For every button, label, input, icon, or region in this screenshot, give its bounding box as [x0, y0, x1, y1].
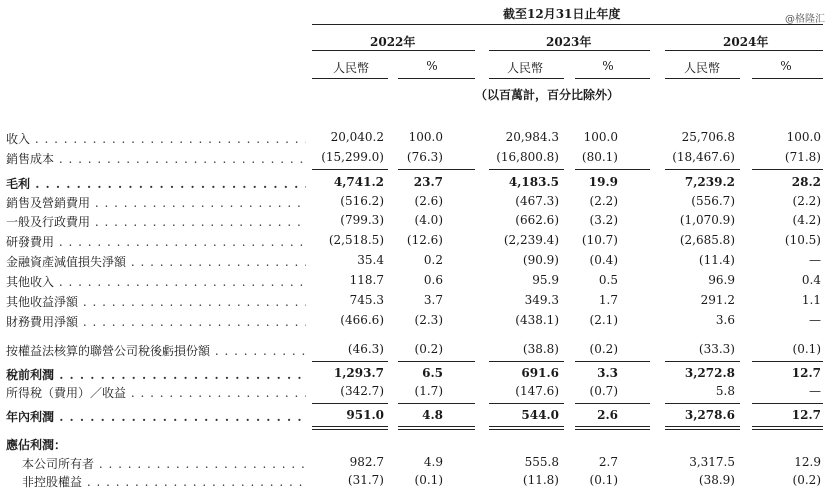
cell: 4.9 — [423, 455, 443, 469]
cell: 7,239.2 — [684, 175, 735, 189]
cell: (11.8) — [522, 473, 559, 487]
row-owners — [0, 453, 831, 473]
row-cost-of-sales — [0, 148, 831, 168]
cell: 100.0 — [583, 130, 618, 144]
cell: (0.2) — [589, 342, 618, 356]
row-rnd-expenses — [0, 231, 831, 251]
cell: (10.5) — [784, 233, 821, 247]
total-double-line — [665, 426, 740, 427]
cell: 544.0 — [521, 408, 559, 422]
cell: (2.3) — [414, 313, 443, 327]
row-admin-expenses — [0, 211, 831, 231]
colhead-line-2023a — [489, 78, 564, 79]
subtotal-line — [665, 361, 740, 362]
cell: (2.1) — [589, 313, 618, 327]
cell: (799.3) — [340, 213, 384, 227]
cell: (662.6) — [515, 213, 559, 227]
cell: (467.3) — [515, 194, 559, 208]
cell: 118.7 — [349, 273, 384, 287]
cell: (16,800.8) — [496, 150, 559, 164]
cell: 3,278.6 — [684, 408, 735, 422]
year-2023-underline — [489, 50, 650, 51]
cell: 0.2 — [423, 253, 443, 267]
period-header: 截至12月31日止年度 — [503, 7, 621, 21]
row-label: 財務費用淨額 . . . — [6, 313, 306, 330]
subtotal-line — [398, 361, 475, 362]
cell: (46.3) — [347, 342, 384, 356]
cell: 100.0 — [408, 130, 443, 144]
cell: 1.7 — [598, 293, 618, 307]
subtotal-line — [489, 361, 564, 362]
row-associates-share — [0, 340, 831, 360]
cell: 0.6 — [423, 273, 443, 287]
cell: (71.8) — [784, 150, 821, 164]
period-underline — [312, 24, 823, 25]
cell: 12.9 — [794, 455, 821, 469]
cell: 96.9 — [708, 273, 735, 287]
colhead-line-2022b — [398, 78, 475, 79]
cell: (342.7) — [340, 384, 384, 398]
cell: 3.3 — [597, 366, 618, 380]
watermark: @格隆汇 — [785, 14, 825, 25]
col-2023-rmb: 人民幣 — [506, 61, 543, 75]
cell: 12.7 — [791, 408, 821, 422]
cell: (2,685.8) — [679, 233, 735, 247]
col-2022-pct: % — [426, 59, 438, 73]
row-impairment-losses — [0, 251, 831, 271]
subtotal-line — [752, 403, 823, 404]
colhead-line-2022a — [312, 78, 388, 79]
row-label: 其他收益淨額 . . . — [6, 293, 306, 310]
row-profit-for-year — [0, 406, 831, 426]
total-double-line — [665, 429, 740, 430]
cell: 0.5 — [598, 273, 618, 287]
row-label: 收入 . . . — [6, 130, 306, 147]
cell: 23.7 — [413, 175, 443, 189]
total-double-line — [752, 429, 823, 430]
unit-note: （以百萬計，百分比除外） — [475, 88, 620, 102]
cell: (466.6) — [340, 313, 384, 327]
col-2024-rmb: 人民幣 — [683, 61, 720, 75]
cell: 555.8 — [524, 455, 559, 469]
cell: (4.2) — [792, 213, 821, 227]
col-2023-pct: % — [602, 59, 614, 73]
total-double-line — [312, 426, 388, 427]
row-label: 銷售及營銷費用 . . . — [6, 194, 306, 211]
year-2024-underline — [665, 50, 823, 51]
cell: (15,299.0) — [321, 150, 384, 164]
colhead-line-2024a — [665, 78, 740, 79]
col-2022-rmb: 人民幣 — [332, 61, 369, 75]
cell: — — [809, 253, 821, 267]
cell: (0.1) — [792, 342, 821, 356]
row-label: 金融資產減值損失淨額 . . . — [6, 253, 306, 270]
row-label: 其他收入 . . . — [6, 273, 306, 290]
subtotal-line — [398, 169, 475, 170]
row-label: 所得稅（費用）／收益 . . . — [6, 384, 306, 401]
cell: (76.3) — [406, 150, 443, 164]
row-other-income — [0, 271, 831, 291]
cell: (147.6) — [515, 384, 559, 398]
colhead-line-2023b — [575, 78, 650, 79]
cell: (2.2) — [589, 194, 618, 208]
cell: 2.7 — [598, 455, 618, 469]
row-label: 研發費用 . . . — [6, 233, 306, 250]
subtotal-line — [312, 361, 388, 362]
cell: (18,467.6) — [672, 150, 735, 164]
cell: 4,183.5 — [508, 175, 559, 189]
cell: (31.7) — [347, 473, 384, 487]
cell: 35.4 — [357, 253, 384, 267]
cell: 3.6 — [715, 313, 735, 327]
total-double-line — [489, 429, 564, 430]
cell: (80.1) — [581, 150, 618, 164]
cell: (1,070.9) — [679, 213, 735, 227]
cell: (2.2) — [792, 194, 821, 208]
cell: 3.7 — [423, 293, 443, 307]
cell: (12.6) — [406, 233, 443, 247]
cell: (0.1) — [414, 473, 443, 487]
cell: (38.8) — [522, 342, 559, 356]
cell: 2.6 — [597, 408, 618, 422]
col-2024-pct: % — [780, 59, 792, 73]
cell: 25,706.8 — [681, 130, 735, 144]
row-label: 毛利 . . . — [6, 175, 306, 192]
total-double-line — [752, 426, 823, 427]
row-income-tax — [0, 382, 831, 402]
row-revenue — [0, 128, 831, 148]
cell: (2,239.4) — [503, 233, 559, 247]
cell: — — [809, 384, 821, 398]
cell: (0.1) — [589, 473, 618, 487]
total-double-line — [575, 426, 650, 427]
subtotal-line — [398, 403, 475, 404]
row-attributable-heading — [0, 434, 831, 454]
cell: 3,272.8 — [684, 366, 735, 380]
cell: — — [809, 313, 821, 327]
total-double-line — [398, 426, 475, 427]
cell: 3,317.5 — [689, 455, 735, 469]
total-double-line — [489, 426, 564, 427]
year-2022-underline — [312, 50, 475, 51]
row-label: 本公司所有者 . . . — [22, 455, 306, 472]
subtotal-line — [575, 403, 650, 404]
cell: 28.2 — [791, 175, 821, 189]
cell: (3.2) — [589, 213, 618, 227]
cell: 691.6 — [521, 366, 559, 380]
cell: 95.9 — [532, 273, 559, 287]
subtotal-line — [665, 169, 740, 170]
cell: 745.3 — [349, 293, 384, 307]
year-2023: 2023年 — [546, 35, 592, 49]
cell: (0.7) — [589, 384, 618, 398]
cell: (438.1) — [515, 313, 559, 327]
year-2024: 2024年 — [723, 35, 769, 49]
row-label: 按權益法核算的聯營公司稅後虧損份額 . . . — [6, 342, 306, 359]
row-finance-costs — [0, 311, 831, 331]
cell: 982.7 — [349, 455, 384, 469]
row-label: 應佔利潤： — [6, 438, 67, 452]
total-double-line — [575, 429, 650, 430]
cell: (516.2) — [340, 194, 384, 208]
subtotal-line — [312, 169, 388, 170]
row-gross-profit — [0, 173, 831, 193]
row-profit-before-tax — [0, 364, 831, 384]
cell: 951.0 — [346, 408, 384, 422]
row-label: 非控股權益 . . . — [22, 473, 306, 490]
cell: 12.7 — [791, 366, 821, 380]
subtotal-line — [575, 361, 650, 362]
cell: 20,984.3 — [505, 130, 559, 144]
subtotal-line — [752, 169, 823, 170]
year-2022: 2022年 — [370, 35, 416, 49]
subtotal-line — [312, 403, 388, 404]
cell: (11.4) — [698, 253, 735, 267]
cell: (10.7) — [581, 233, 618, 247]
cell: 349.3 — [524, 293, 559, 307]
cell: 100.0 — [786, 130, 821, 144]
cell: (0.4) — [589, 253, 618, 267]
colhead-line-2024b — [752, 78, 823, 79]
row-label: 稅前利潤 . . . — [6, 366, 306, 383]
row-selling-expenses — [0, 192, 831, 212]
subtotal-line — [752, 361, 823, 362]
subtotal-line — [665, 403, 740, 404]
row-non-controlling — [0, 471, 831, 491]
cell: (556.7) — [691, 194, 735, 208]
cell: (2,518.5) — [328, 233, 384, 247]
cell: 19.9 — [588, 175, 618, 189]
total-double-line — [312, 429, 388, 430]
cell: 291.2 — [700, 293, 735, 307]
cell: 1.1 — [801, 293, 821, 307]
cell: 5.8 — [715, 384, 735, 398]
cell: (90.9) — [522, 253, 559, 267]
cell: 4.8 — [422, 408, 443, 422]
cell: 4,741.2 — [333, 175, 384, 189]
row-label: 一般及行政費用 . . . — [6, 213, 306, 230]
subtotal-line — [575, 169, 650, 170]
row-label: 銷售成本 . . . — [6, 150, 306, 167]
cell: (33.3) — [698, 342, 735, 356]
row-other-gains — [0, 291, 831, 311]
row-label: 年內利潤 . . . — [6, 408, 306, 425]
cell: (0.2) — [414, 342, 443, 356]
cell: (0.2) — [792, 473, 821, 487]
cell: 0.4 — [801, 273, 821, 287]
total-double-line — [398, 429, 475, 430]
subtotal-line — [489, 403, 564, 404]
cell: (1.7) — [414, 384, 443, 398]
cell: (38.9) — [698, 473, 735, 487]
cell: (4.0) — [414, 213, 443, 227]
cell: (2.6) — [414, 194, 443, 208]
cell: 20,040.2 — [330, 130, 384, 144]
subtotal-line — [489, 169, 564, 170]
cell: 6.5 — [422, 366, 443, 380]
cell: 1,293.7 — [333, 366, 384, 380]
